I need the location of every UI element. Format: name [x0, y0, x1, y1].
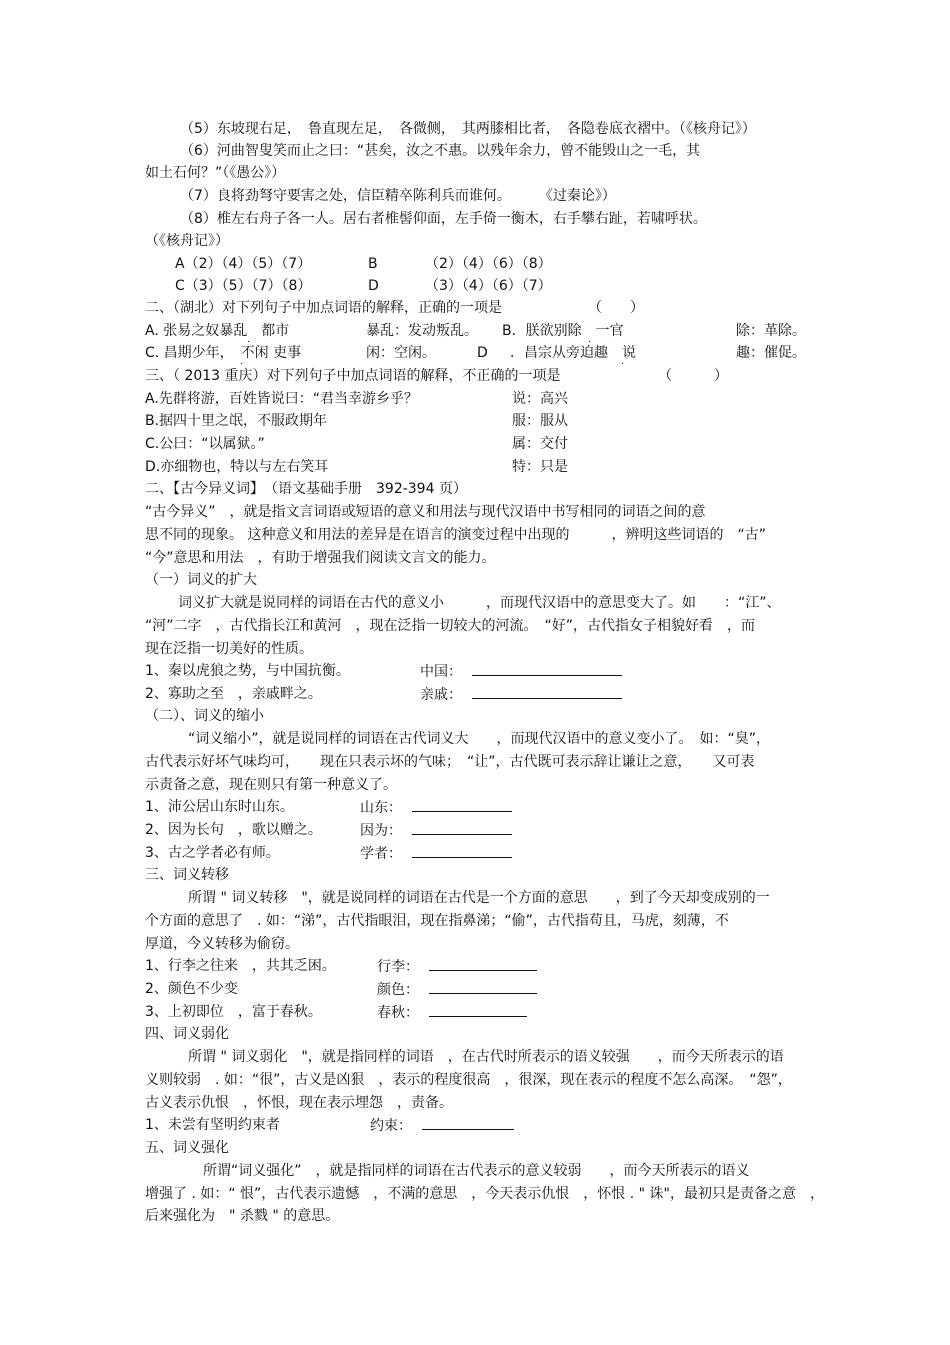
part-3-line3: 厚道，今义转移为偷窃。 [145, 936, 299, 952]
question-2-option-d-gloss: 趣：催促。 [736, 345, 806, 361]
answer-blank[interactable] [472, 684, 622, 699]
question-3-answer-paren: （ ） [658, 368, 728, 384]
question-3-option-c: C.公曰：“以属狱。” [145, 436, 265, 452]
part-4-example-1: 1、未尝有坚明约束者 [145, 1117, 280, 1133]
answer-blank[interactable] [412, 843, 512, 858]
term-label: 学者： [360, 846, 402, 862]
part-2-example-2-term [360, 820, 512, 841]
answer-blank[interactable] [472, 661, 622, 676]
term-label: 行李： [377, 959, 419, 975]
part-5-line2: 增强了 . 如：“ 恨”，古代表示遗憾 ，不满的意思 ，今天表示仇恨 ，怀恨 . " 诛"，最初只是责备之意 ， [145, 1186, 824, 1202]
answer-blank[interactable] [422, 1115, 514, 1130]
question-3-option-a: A.先群将游，百姓皆说曰：“君当幸游乡乎？ [145, 391, 419, 407]
question-3-title: 三、（ 2013 重庆）对下列句子中加点词语的解释，不正确的一项是 [145, 368, 561, 384]
term-label: 亲戚： [420, 687, 462, 703]
part-5-title: 五、词义强化 [145, 1140, 229, 1156]
question-2-option-b-gloss: 除：革除。 [736, 323, 806, 339]
term-label: 约束： [370, 1118, 412, 1134]
part-2-line1: “词义缩小”，就是说同样的词语在古代词义大 ，而现代汉语中的意义变小了。 如：“臭”， [188, 731, 771, 747]
emphasis-dot: · [247, 337, 251, 348]
part-3-line2: 个方面的意思了 . 如：“涕”，古代指眼泪，现在指鼻涕；“偷”，古代指苟且，马虎，刻薄，不 [145, 913, 729, 929]
term-label: 山东： [360, 800, 402, 816]
option-a: A（2）（4）（5）（7） [175, 256, 312, 272]
question-3-option-c-gloss: 属：交付 [512, 436, 568, 452]
sentence-6-line2: 如土石何？”（《愚公》） [145, 165, 286, 181]
question-2-option-d-label: D [477, 345, 488, 361]
part-2-example-3: 3、古之学者必有师。 [145, 845, 280, 861]
question-3-option-b-gloss: 服：服从 [512, 413, 568, 429]
question-2-option-c: C. 昌期少年， 不闲 吏事 [145, 345, 302, 361]
term-label: 颜色： [377, 982, 419, 998]
emphasis-dot: · [588, 337, 592, 348]
part-3-line1: 所谓 " 词义转移 "，就是说同样的词语在古代是一个方面的意思 ，到了今天却变成别的一 [188, 890, 770, 906]
question-2-title: 二、（湖北）对下列句子中加点词语的解释，正确的一项是 [145, 300, 502, 316]
part-4-line2: 义则较弱 . 如：“很”，古义是凶狠 ，表示的程度很高 ，很深，现在表示的程度不怎么高深。 “怨”， [145, 1072, 792, 1088]
part-1-line1: 词义扩大就是说同样的词语在古代的意义小 ，而现代汉语中的意思变大了。如 ：“江”、 [178, 595, 781, 611]
part-2-example-1: 1、沛公居山东时山东。 [145, 799, 294, 815]
part-3-title: 三、词义转移 [145, 867, 229, 883]
part-5-line3: 后来强化为 " 杀戮 " 的意思。 [145, 1208, 340, 1224]
part-4-line3: 古义表示仇恨 ，怀恨，现在表示埋怨 ，责备。 [145, 1095, 453, 1111]
question-3-option-b: B.据四十里之氓，不服政期年 [145, 413, 328, 429]
answer-blank[interactable] [412, 820, 512, 835]
part-1-example-1: 1、秦以虎狼之势，与中国抗衡。 [145, 663, 350, 679]
part-3-example-1: 1、行李之往来 ，共其乏困。 [145, 958, 336, 974]
part-2-line3: 示责备之意，现在则只有第一种意义了。 [145, 777, 397, 793]
part-2-example-1-term [360, 797, 512, 818]
sentence-5: （5）东坡现右足， 鲁直现左足， 各微侧， 其两膝相比者， 各隐卷底衣褶中。（《核舟记》） [180, 121, 756, 137]
answer-blank[interactable] [429, 979, 537, 994]
sentence-6-line1: （6）河曲智叟笑而止之曰：“甚矣，汝之不惠。以残年余力，曾不能毁山之一毛，其 [180, 143, 701, 159]
option-d: （3）（4）（6）（7） [425, 278, 552, 294]
part-2-line2: 古代表示好坏气味均可， 现在只表示坏的气味； “让”，古代既可表示辞让谦让之意， 又可表 [145, 754, 755, 770]
question-2-option-a: A. 张易之奴暴乱 都市 [145, 323, 290, 339]
sentence-8-line1: （8）椎左右舟子各一人。居右者椎髻仰面，左手倚一衡木，右手攀右趾，若啸呼状。 [180, 211, 707, 227]
option-c: C（3）（5）（7）（8） [175, 278, 312, 294]
part-4-line1: 所谓 " 词义弱化 "，就是指同样的词语 ，在古代时所表示的语义较强 ，而今天所表示的语 [188, 1049, 784, 1065]
part-2-example-2: 2、因为长句 ，歌以赠之。 [145, 822, 322, 838]
sentence-7: （7）良将劲弩守要害之处，信臣精卒陈利兵而谁何。 《过秦论》） [180, 188, 616, 204]
question-2-option-a-gloss: 暴乱：发动叛乱。 [366, 323, 478, 339]
part-3-example-2-term [377, 979, 537, 1000]
section-2-title: 二、【古今异义词】 （语文基础手册 392-394 页） [145, 481, 467, 497]
part-1-line2: “河”二字 ，古代指长江和黄河 ，现在泛指一切较大的河流。 “好”，古代指女子相貌好看 ，而 [145, 618, 756, 634]
part-3-example-2: 2、颜色不少变 [145, 981, 238, 997]
sentence-8-line2: （《核舟记》） [145, 233, 229, 249]
emphasis-dot: · [240, 359, 244, 370]
question-2-answer-paren: （ ） [588, 300, 644, 316]
question-2-option-d: ．昌宗从旁迫趣 说 [510, 345, 636, 361]
question-2-option-c-gloss: 闲：空闲。 [366, 345, 436, 361]
term-label: 春秋： [377, 1005, 419, 1021]
question-3-option-d-gloss: 特：只是 [512, 459, 568, 475]
part-2-example-3-term [360, 843, 512, 864]
answer-blank[interactable] [412, 797, 512, 812]
part-1-example-2: 2、寡助之至 ，亲戚畔之。 [145, 686, 322, 702]
part-1-example-2-term [420, 684, 622, 705]
part-3-example-1-term [377, 956, 537, 977]
question-3-option-d: D.亦细物也，特以与左右笑耳 [145, 459, 329, 475]
answer-blank[interactable] [429, 1002, 527, 1017]
term-label: 因为： [360, 823, 402, 839]
part-1-example-1-term [420, 661, 622, 682]
emphasis-dot: · [621, 359, 625, 370]
section-2-intro-line1: “古今异义” ，就是指文言词语或短语的意义和用法与现代汉语中书写相同的词语之间的意 [145, 504, 706, 520]
part-3-example-3-term [377, 1002, 527, 1023]
part-1-line3: 现在泛指一切美好的性质。 [145, 641, 313, 657]
option-b: （2）（4）（6）（8） [425, 256, 552, 272]
section-2-intro-line2: 思不同的现象。 这种意义和用法的差异是在语言的演变过程中出现的 ，辨明这些词语的 “古” [145, 527, 766, 543]
part-4-example-1-term [370, 1115, 514, 1136]
answer-blank[interactable] [429, 956, 537, 971]
question-3-option-a-gloss: 说：高兴 [512, 391, 568, 407]
part-3-example-3: 3、上初即位 ，富于春秋。 [145, 1004, 322, 1020]
part-2-title: （二）、词义的缩小 [145, 708, 264, 724]
question-2-option-b: B．朕欲别除 一官 [502, 323, 624, 339]
term-label: 中国： [420, 664, 462, 680]
option-b-label: B [368, 256, 378, 272]
part-5-line1: 所谓“词义强化” ，就是指同样的词语在古代表示的意义较弱 ，而今天所表示的语义 [203, 1163, 750, 1179]
part-1-title: （一）词义的扩大 [145, 572, 257, 588]
option-d-label: D [368, 278, 379, 294]
section-2-intro-line3: “今”意思和用法 ，有助于增强我们阅读文言文的能力。 [145, 550, 496, 566]
part-4-title: 四、词义弱化 [145, 1026, 229, 1042]
